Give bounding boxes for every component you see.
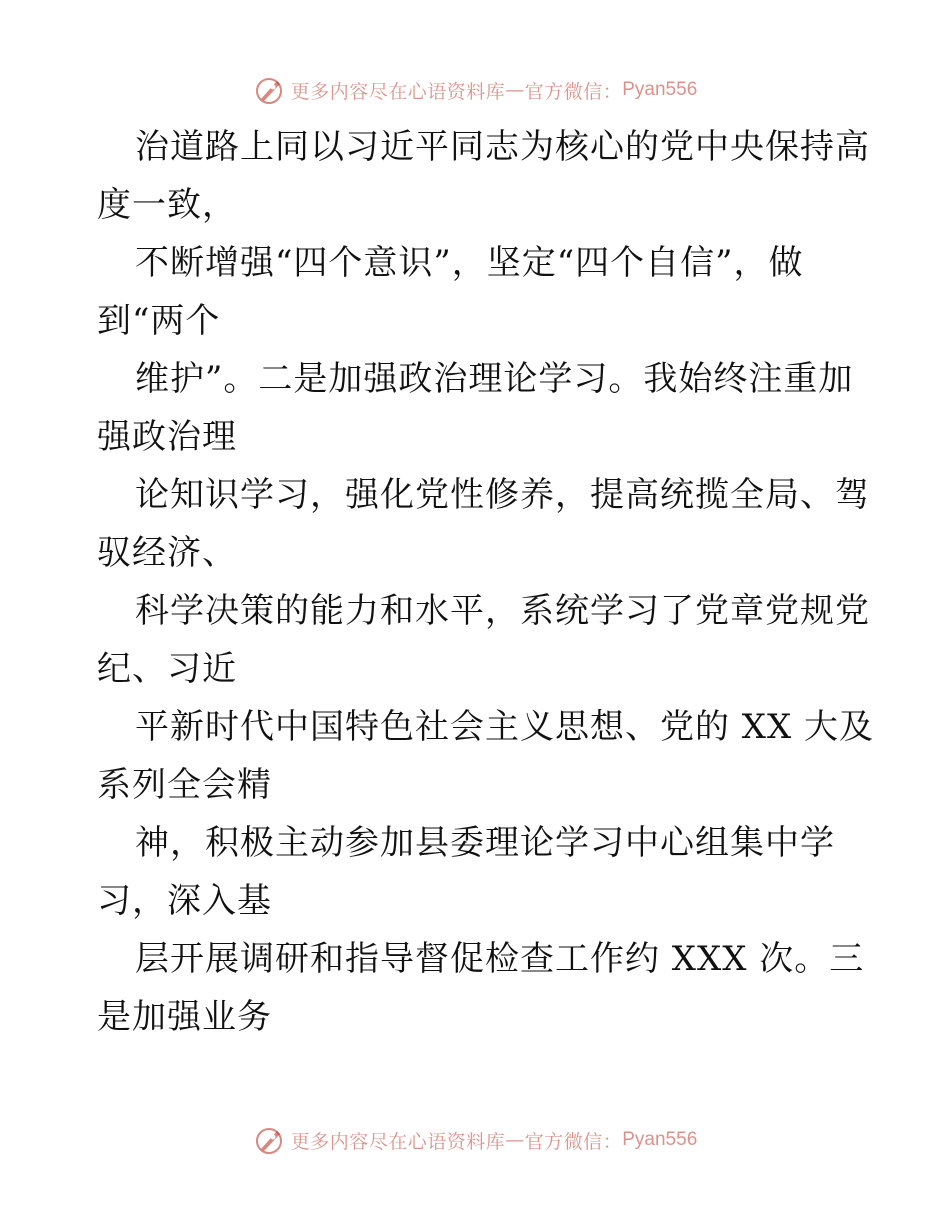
text-line: 论知识学习，强化党性修养，提高统揽全局、驾 <box>135 475 870 515</box>
quill-logo-icon <box>253 1123 287 1157</box>
text-line: 强政治理 <box>97 417 237 457</box>
text-line: 系列全会精 <box>97 765 272 805</box>
quill-logo-icon <box>253 73 287 107</box>
text-line: 不断增强“四个意识”，坚定“四个自信”，做 <box>135 243 804 283</box>
text-line: 习，深入基 <box>97 881 272 921</box>
watermark-suffix: 官方微信： <box>524 80 623 103</box>
watermark-suffix: 官方微信： <box>524 1130 623 1153</box>
watermark-dash: — <box>505 1129 525 1151</box>
text-line: 治道路上同以习近平同志为核心的党中央保持高 <box>135 127 870 167</box>
text-line: 科学决策的能力和水平，系统学习了党章党规党 <box>135 591 870 631</box>
watermark-id: Pyan556 <box>622 79 698 100</box>
text-line: 到“两个 <box>97 301 221 341</box>
text-line: 纪、习近 <box>97 649 237 689</box>
watermark-text: 更多内容尽在心语资料库 <box>290 1130 506 1153</box>
text-line: 是加强业务 <box>97 997 272 1037</box>
text-line: 驭经济、 <box>97 533 237 573</box>
watermark-dash: — <box>505 79 525 101</box>
text-line: 神，积极主动参加县委理论学习中心组集中学 <box>135 823 835 863</box>
watermark-text: 更多内容尽在心语资料库 <box>290 80 506 103</box>
document-body <box>97 118 875 1046</box>
text-line: 层开展调研和指导督促检查工作约 XXX 次。三 <box>135 939 865 979</box>
text-line: 平新时代中国特色社会主义思想、党的 XX 大及 <box>135 707 875 747</box>
footer-watermark <box>0 1120 950 1160</box>
header-watermark <box>0 70 950 110</box>
text-line: 维护”。二是加强政治理论学习。我始终注重加 <box>135 359 854 399</box>
text-line: 度一致， <box>97 185 237 225</box>
watermark-id: Pyan556 <box>622 1129 698 1150</box>
